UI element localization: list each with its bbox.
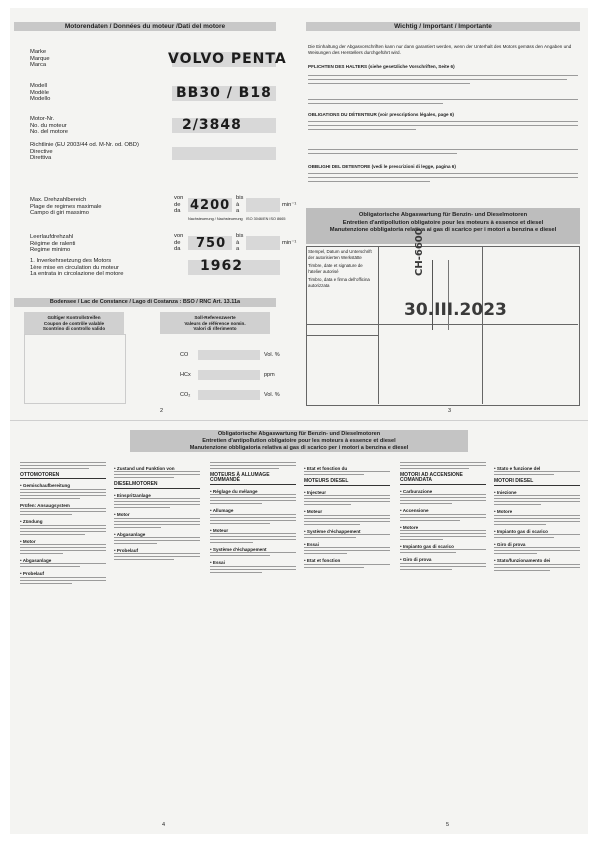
idle-unit: min⁻¹ <box>282 240 297 246</box>
nachsteuerung-note: Nachsteuerung / Nachsteuerung <box>188 217 243 221</box>
hc-field <box>198 370 260 380</box>
stamp-table-divider-h2 <box>306 335 378 336</box>
max-speed-value: 4200 <box>190 198 231 213</box>
idle-value: 750 <box>196 236 227 251</box>
co2-label: CO₂ <box>180 392 191 398</box>
page-number-4: 4 <box>162 822 166 828</box>
page-number-3: 3 <box>448 408 452 414</box>
right-header: Wichtig / Important / Importante <box>306 22 580 31</box>
page-number-5: 5 <box>446 822 450 828</box>
col-otto: OTTOMOTOREN • Gemischaufbereitung Prüfen: Ansaugsystem • Zündung • Motor • Abgasanlage • Probelauf <box>20 462 106 584</box>
col-fr-diesel: • Etat et fonction du MOTEURS DIESEL • Injecteur • Moteur • Système d'échappement • Essai • Etat et fonction <box>304 462 390 568</box>
col-fr-essence: MOTEURS À ALLUMAGE COMMANDÉ • Réglage du mélange • Allumage • Moteur • Système d'échappement • Essai <box>210 462 296 573</box>
duty-text-3 <box>308 118 578 133</box>
hc-label: HCx <box>180 372 191 378</box>
left-page <box>10 8 297 414</box>
col-diesel: • Zustand und Funktion von DIESELMOTOREN • Einspritzanlage • Motor • Abgasanlage • Probelauf <box>114 462 200 560</box>
co2-unit: Vol. % <box>264 392 280 398</box>
hc-unit: ppm <box>264 372 275 378</box>
duty-text-4 <box>308 146 578 157</box>
von-labels: von de da <box>174 195 184 215</box>
duty-text-1 <box>308 72 578 87</box>
lake-bar: Bodensee / Lac de Constance / Lago di Costanza : BSO / RNC Art. 13.11a <box>14 298 276 307</box>
engine-no-labels: Motor-Nr. No. du moteur No. del motore <box>30 116 69 136</box>
duty-owner-it: OBBLIGHI DEL DETENTORE (vedi le prescrizioni di legge, pagina 6) <box>308 164 456 169</box>
stamp-labels: Stempel, Datum und Unterschrift der autorisierten Werkstätte Timbre, date et signature de l'atelier autorisé Timbro, data e firma dell'officina autorizzata <box>308 249 372 288</box>
bottom-section <box>10 426 588 834</box>
model-labels: Modell Modèle Modello <box>30 83 51 103</box>
col-it-diesel: • Stato e funzione del MOTORI DIESEL • Iniezione • Motore • Impianto gas di scarico • Giro di prova • Stato/funzionamento dei <box>494 462 580 571</box>
idle-von-labels: von de da <box>174 233 184 253</box>
co-field <box>198 350 260 360</box>
max-speed-labels: Max. Drehzahlbereich Plage de regimes maximale Campo di giri massimo <box>30 197 102 217</box>
co-label: CO <box>180 352 189 358</box>
directive-field <box>172 147 276 160</box>
stamp-table-divider-v <box>378 246 379 404</box>
col-it-benzina: MOTORI AD ACCENSIONE COMANDATA • Carburazione • Accensione • Motore • Impianto gas di scarico • Giro di prova <box>400 462 486 570</box>
left-header: Motorendaten / Données du moteur /Dati del motore <box>14 22 276 31</box>
duty-intro: Die Einhaltung der Abgasvorschriften kann nur dann garantiert werden, wenn der Unterhalt des Motors gemäss den Angaben und Weisungen des Herstellers durchgeführt wird. <box>308 44 572 55</box>
bottom-title-banner: Obligatorische Abgaswartung für Benzin- und Dieselmotoren Entretien d'antipollution obligatoire pour les moteurs à essence et diesel Manutenzione obbligatoria relativa ai gas di scarico per i motori a benzina e diesel <box>130 430 468 452</box>
engine-no-value: 2/3848 <box>182 117 242 133</box>
max-speed-unit: min⁻¹ <box>282 202 297 208</box>
make-value: VOLVO PENTA <box>168 51 287 67</box>
page-number-2: 2 <box>160 408 164 414</box>
duty-text-5 <box>308 170 578 185</box>
bis-labels: bis à a <box>236 195 244 215</box>
make-labels: Marke Marque Marca <box>30 49 50 69</box>
valid-coupon-box: Gültiger Kontrollstreifen Coupon de contrôle valable Scontrino di controllo valido <box>24 312 124 334</box>
coupon-area <box>24 334 126 404</box>
idle-labels: Leerlaufdrehzahl Régime de ralenti Regime minimo <box>30 234 76 254</box>
target-values-box: Soll-Referenzwerte Valeurs de référence nomin. Valori di riferimento <box>160 312 270 334</box>
first-reg-labels: 1. Inverkehrsetzung des Motors 1ère mise en circulation du moteur 1a entrata in circolazione del motore <box>30 258 124 278</box>
duty-owner: PFLICHTEN DES HALTERS (siehe gesetzliche Vorschriften, Seite 6) <box>308 64 455 69</box>
iso-note: ISO 3046/EN ISO 8665 <box>246 217 286 221</box>
model-value: BB30 / B18 <box>176 85 272 101</box>
mandatory-banner: Obligatorische Abgaswartung für Benzin- und Dieselmotoren Entretien d'antipollution obligatoire pour les moteurs à essence et diesel Manutenzione obbligatoria relativa ai gas di scarico per i motori a benzina e diesel <box>306 208 580 244</box>
fold-line <box>10 420 588 421</box>
max-speed-to-field <box>246 198 280 212</box>
co2-field <box>198 390 260 400</box>
stamp-date: 30.III.2023 <box>404 300 507 320</box>
stamp-table-divider-v2 <box>482 246 483 404</box>
co-unit: Vol. % <box>264 352 280 358</box>
right-page <box>302 8 586 413</box>
stamp-text: CH-6600 <box>414 228 425 276</box>
first-reg-value: 1962 <box>200 258 243 274</box>
duty-text-2 <box>308 96 578 107</box>
duty-owner-fr: OBLIGATIONS DU DÉTENTEUR (voir prescriptions légales, page 6) <box>308 112 454 117</box>
idle-bis-labels: bis à a <box>236 233 244 253</box>
idle-to-field <box>246 236 280 250</box>
directive-labels: Richtlinie (EU 2003/44 od. M-Nr. od. OBD) Directive Direttiva <box>30 142 139 162</box>
document-sheet <box>10 8 588 834</box>
